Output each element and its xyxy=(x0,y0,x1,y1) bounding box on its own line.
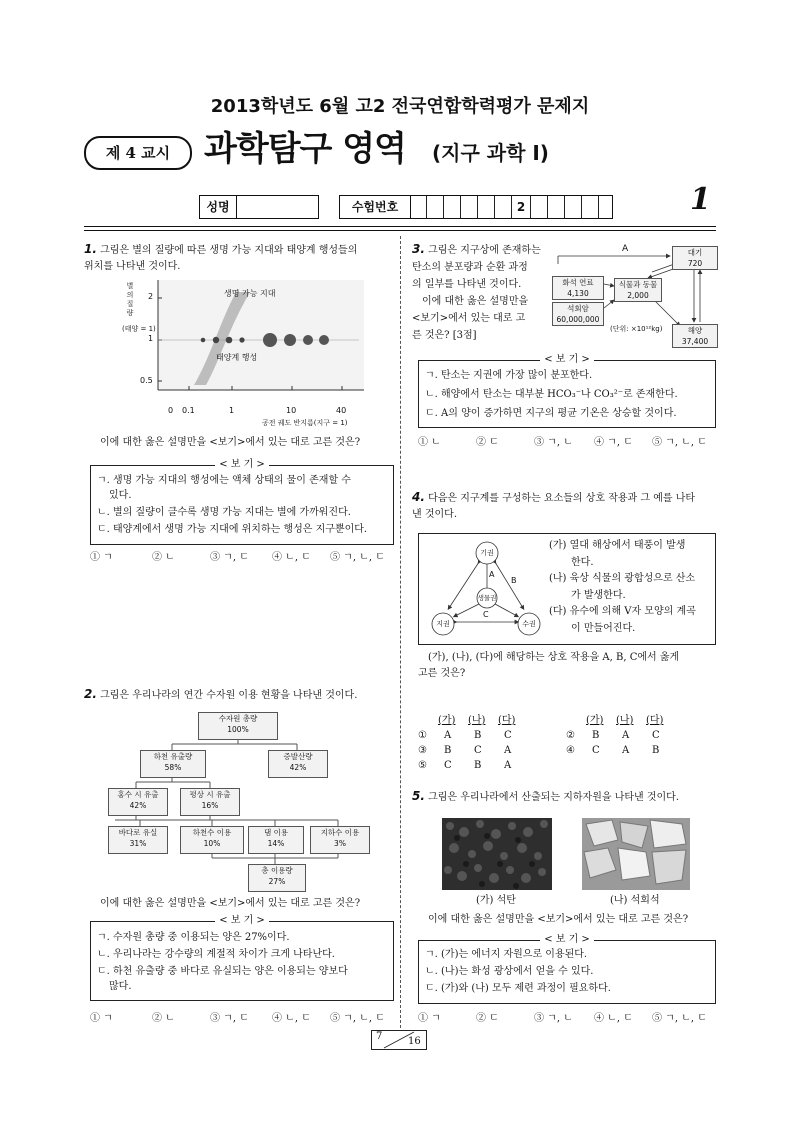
y-tick-2: 2 xyxy=(148,292,154,301)
choice-4[interactable]: ④ ㄱ, ㄷ xyxy=(594,437,633,448)
planet-mercury xyxy=(201,338,206,343)
question-5 xyxy=(412,788,722,806)
current-page: 7 xyxy=(376,1031,383,1042)
planet-saturn xyxy=(284,334,296,346)
question-3-choices xyxy=(418,436,718,450)
exam-number-digit: 2 xyxy=(516,200,526,214)
node-total: 수자원 총량 100% xyxy=(198,712,278,740)
node-runoff: 하천 유출량 58% xyxy=(140,750,206,778)
exam-number-label: 수험번호 xyxy=(340,196,411,218)
header-ga: (가) xyxy=(438,715,456,726)
node-ground: 지하수 이용 3% xyxy=(310,826,370,854)
earth-system-box xyxy=(418,533,716,645)
column-divider xyxy=(400,236,401,1028)
session-badge xyxy=(84,136,192,170)
x-tick-1: 1 xyxy=(229,406,235,415)
choice-1[interactable]: ① ㄱ xyxy=(90,1013,113,1024)
planet-venus xyxy=(213,337,219,343)
habitable-zone-figure xyxy=(124,280,374,430)
label-c: C xyxy=(483,610,489,619)
question-1-choices xyxy=(90,551,400,565)
node-flood: 홍수 시 유출 42% xyxy=(108,788,168,816)
option-row-5[interactable]: ⑤ C B A xyxy=(418,760,512,771)
bogi-item: 있다. xyxy=(109,490,132,501)
node-limestone: 석회암 60,000,000 xyxy=(552,302,604,326)
option-row-3[interactable]: ③ B C A xyxy=(418,745,512,756)
x-tick-0-1: 0.1 xyxy=(182,406,195,415)
earth-system-diagram xyxy=(425,540,549,638)
planets-label: 태양계 행성 xyxy=(216,353,258,362)
question-1 xyxy=(84,241,394,275)
node-ocean: 해양 37,400 xyxy=(672,324,718,348)
y-tick-0-5: 0.5 xyxy=(140,376,153,385)
node-atmosphere: 대기 720 xyxy=(672,246,718,270)
node-river: 하천수 이용 10% xyxy=(180,826,244,854)
x-tick-0: 0 xyxy=(168,406,174,415)
planet-uranus xyxy=(303,335,313,345)
zone-label: 생명 가능 지대 xyxy=(224,289,276,298)
y-axis-unit: (태양 = 1) xyxy=(122,325,156,333)
x-tick-10: 10 xyxy=(286,406,297,415)
y-axis-label: 별 의 질 량 xyxy=(126,282,134,317)
arrow-a-label: A xyxy=(622,244,629,254)
unit-label: (단위: ×10¹²kg) xyxy=(610,325,663,333)
interaction-examples: (가) 열대 해상에서 태풍이 발생 한다. (나) 육상 식물의 광합성으로 산소 가 발생한다. (다) 유수에 의해 V자 모양의 계곡 이 만들어진다. xyxy=(549,540,696,634)
bogi-item: ㄷ. (가)와 (나) 모두 제련 과정이 필요하다. xyxy=(425,983,611,994)
question-3 xyxy=(412,241,552,344)
question-4-answer-table xyxy=(418,713,718,773)
question-3-text: 이에 대한 옳은 설명만을 xyxy=(422,296,529,307)
question-5-text: 그림은 우리나라에서 산출되는 지하자원을 나타낸 것이다. xyxy=(428,792,680,803)
node-normal: 평상 시 유출 16% xyxy=(180,788,240,816)
bogi-item: ㄴ. (나)는 화성 광상에서 얻을 수 있다. xyxy=(425,966,594,977)
choice-5[interactable]: ⑤ ㄱ, ㄴ, ㄷ xyxy=(652,1013,707,1024)
bogi-label: < 보 기 > xyxy=(215,459,269,470)
choice-1[interactable]: ① ㄱ xyxy=(90,552,113,563)
header-na-2: (나) xyxy=(616,715,634,726)
node-atmosphere: 기권 xyxy=(480,549,494,557)
bogi-label: < 보 기 > xyxy=(540,934,594,945)
bogi-item: ㄷ. 태양계에서 생명 가능 지대에 위치하는 행성은 지구뿐이다. xyxy=(97,524,368,535)
question-4-number: 4. xyxy=(412,490,425,504)
subject-subtitle: (지구 과학 Ⅰ) xyxy=(432,141,549,165)
x-tick-40: 40 xyxy=(336,406,347,415)
question-3-text: 탄소의 분포량과 순환 과정 xyxy=(412,262,528,273)
question-5-choices xyxy=(418,1012,718,1026)
x-axis-label: 공전 궤도 반지름(지구 = 1) xyxy=(262,419,348,427)
question-1-number: 1. xyxy=(84,242,97,256)
name-label: 성명 xyxy=(200,196,237,218)
choice-2[interactable]: ② ㄴ xyxy=(152,1013,175,1024)
question-1-text-2: 위치를 나타낸 것이다. xyxy=(84,261,181,272)
bogi-item: ㄱ. 탄소는 지권에 가장 많이 분포한다. xyxy=(425,370,593,381)
limestone-image xyxy=(582,818,690,890)
question-5-ask: 이에 대한 옳은 설명만을 <보기>에서 있는 대로 고른 것은? xyxy=(428,914,689,925)
header-rule-thin xyxy=(84,230,716,231)
question-4-text-2: 낸 것이다. xyxy=(412,509,457,520)
limestone-photo xyxy=(582,818,690,890)
water-resources-figure xyxy=(100,708,380,888)
bogi-item: ㄷ. 하천 유출량 중 바다로 유실되는 양은 이용되는 양보다 xyxy=(97,966,348,977)
choice-3[interactable]: ③ ㄱ, ㄷ xyxy=(210,1013,249,1024)
header-na: (나) xyxy=(468,715,486,726)
planet-mars xyxy=(239,337,244,342)
choice-4[interactable]: ④ ㄴ, ㄷ xyxy=(594,1013,633,1024)
choice-3[interactable]: ③ ㄱ, ㄷ xyxy=(210,552,249,563)
node-evap: 증발산량 42% xyxy=(268,750,328,778)
header-da-2: (다) xyxy=(646,715,664,726)
bogi-label: < 보 기 > xyxy=(215,915,269,926)
y-tick-1: 1 xyxy=(148,334,154,343)
question-1-text: 그림은 별의 질량에 따른 생명 가능 지대와 태양계 행성들의 xyxy=(100,245,358,256)
question-5-bogi xyxy=(418,934,716,1004)
question-2-choices xyxy=(90,1012,400,1026)
question-2 xyxy=(84,686,394,704)
bogi-item: ㄴ. 우리나라는 강수량의 계절적 차이가 크게 나타난다. xyxy=(97,949,335,960)
node-sea: 바다로 유실 31% xyxy=(108,826,168,854)
planet-jupiter xyxy=(263,333,277,347)
question-3-number: 3. xyxy=(412,242,425,256)
question-3-text: <보기>에서 있는 대로 고 xyxy=(412,313,526,324)
question-1-bogi xyxy=(90,459,394,545)
name-field[interactable] xyxy=(199,195,319,219)
question-3-bogi xyxy=(418,354,716,428)
choice-2[interactable]: ② ㄴ xyxy=(152,552,175,563)
choice-3[interactable]: ③ ㄱ, ㄴ xyxy=(534,437,573,448)
bogi-label: < 보 기 > xyxy=(540,354,594,365)
coal-image xyxy=(442,818,552,890)
page-number: 1 xyxy=(690,182,711,217)
header-da: (다) xyxy=(498,715,516,726)
node-fossil-fuel: 화석 연료 4,130 xyxy=(552,276,604,300)
bogi-item: ㄴ. 해양에서 탄소는 대부분 HCO₃⁻나 CO₃²⁻로 존재한다. xyxy=(425,389,678,400)
label-b: B xyxy=(511,576,517,585)
label-a: A xyxy=(489,570,495,579)
option-row-1[interactable]: ① A B C xyxy=(418,730,512,741)
header-rule xyxy=(84,226,716,227)
planet-earth xyxy=(226,337,233,344)
subject-title: 과학탐구 영역 xyxy=(204,129,406,169)
node-use: 총 이용량 27% xyxy=(248,864,306,892)
carbon-cycle-figure xyxy=(552,240,722,350)
caption-coal: (가) 석탄 xyxy=(476,895,516,906)
node-biosphere: 식물과 동물 2,000 xyxy=(614,278,662,302)
bogi-item: ㄱ. (가)는 에너지 자원으로 이용된다. xyxy=(425,949,588,960)
question-2-text: 그림은 우리나라의 연간 수자원 이용 현황을 나타낸 것이다. xyxy=(100,690,358,701)
question-2-number: 2. xyxy=(84,687,97,701)
choice-2[interactable]: ② ㄷ xyxy=(476,437,499,448)
bogi-item: ㄱ. 생명 가능 지대의 행성에는 액체 상태의 물이 존재할 수 xyxy=(97,475,351,486)
node-hydrosphere: 수권 xyxy=(522,620,536,628)
node-geosphere: 지권 xyxy=(436,620,450,628)
question-3-text: 의 일부를 나타낸 것이다. xyxy=(412,279,522,290)
bogi-item: 많다. xyxy=(109,981,132,992)
question-5-number: 5. xyxy=(412,789,425,803)
exam-title: 2013학년도 6월 고2 전국연합학력평가 문제지 xyxy=(210,96,590,117)
choice-5[interactable]: ⑤ ㄱ, ㄴ, ㄷ xyxy=(330,1013,385,1024)
node-biosphere: 생물권 xyxy=(477,594,497,602)
question-1-ask: 이에 대한 옳은 설명만을 <보기>에서 있는 대로 고른 것은? xyxy=(100,437,361,448)
choice-1[interactable]: ① ㄱ xyxy=(418,1013,441,1024)
bogi-item: ㄴ. 별의 질량이 클수록 생명 가능 지대는 별에 가까워진다. xyxy=(97,507,351,518)
bogi-item: ㄱ. 수자원 총량 중 이용되는 양은 27%이다. xyxy=(97,932,290,943)
choice-5[interactable]: ⑤ ㄱ, ㄴ, ㄷ xyxy=(330,552,385,563)
question-3-text: 른 것은? [3점] xyxy=(412,330,477,341)
session-badge-label: 제 4 교시 xyxy=(105,144,171,162)
planet-neptune xyxy=(319,335,329,345)
choice-1[interactable]: ① ㄴ xyxy=(418,437,441,448)
question-3-text: 그림은 지구상에 존재하는 xyxy=(428,245,541,256)
total-pages: 16 xyxy=(408,1036,421,1047)
choice-3[interactable]: ③ ㄱ, ㄴ xyxy=(534,1013,573,1024)
question-2-bogi xyxy=(90,915,394,1001)
choice-2[interactable]: ② ㄷ xyxy=(476,1013,499,1024)
choice-5[interactable]: ⑤ ㄱ, ㄴ, ㄷ xyxy=(652,437,707,448)
choice-4[interactable]: ④ ㄴ, ㄷ xyxy=(272,552,311,563)
coal-photo xyxy=(442,818,552,890)
page-counter xyxy=(371,1030,427,1050)
bogi-item: ㄷ. A의 양이 증가하면 지구의 평균 기온은 상승할 것이다. xyxy=(425,408,677,419)
caption-limestone: (나) 석회석 xyxy=(610,895,660,906)
question-4-text: 다음은 지구계를 구성하는 요소들의 상호 작용과 그 예를 나타 xyxy=(428,493,696,504)
option-row-2[interactable]: ② B A C xyxy=(566,730,660,741)
header-ga-2: (가) xyxy=(586,715,604,726)
exam-number-field[interactable] xyxy=(339,195,613,219)
question-4-ask: (가), (나), (다)에 해당하는 상호 작용을 A, B, C에서 옳게 고른 것은? xyxy=(418,652,680,679)
option-row-4[interactable]: ④ C A B xyxy=(566,745,660,756)
question-2-ask: 이에 대한 옳은 설명만을 <보기>에서 있는 대로 고른 것은? xyxy=(100,898,361,909)
node-dam: 댐 이용 14% xyxy=(248,826,304,854)
choice-4[interactable]: ④ ㄴ, ㄷ xyxy=(272,1013,311,1024)
question-4 xyxy=(412,489,722,523)
